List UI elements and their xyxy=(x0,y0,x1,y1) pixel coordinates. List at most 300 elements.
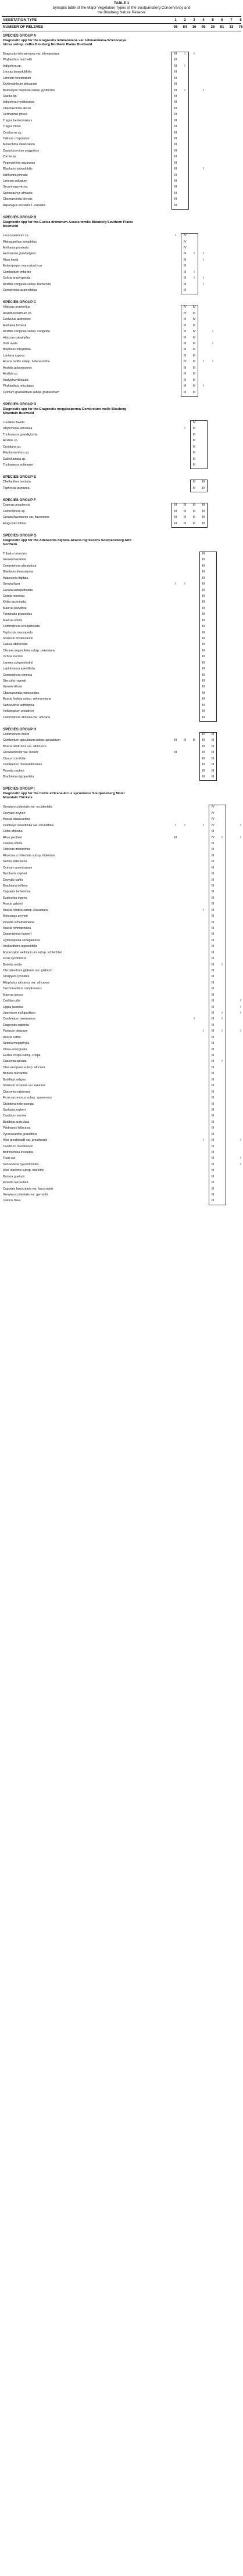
diagnostic-species-heading: Diagnostic spp for the Euclea divinorum-Acacia tortilis Blouberg Southern Plains Bushveld xyxy=(3,221,133,229)
species-group-title: SPECIES GROUP E xyxy=(3,475,36,480)
fidelity-value: III xyxy=(183,738,187,743)
fidelity-value: I xyxy=(184,582,185,586)
fidelity-value: III xyxy=(211,738,215,743)
fidelity-value: III xyxy=(183,252,187,256)
fidelity-value: III xyxy=(202,588,205,592)
fidelity-value: III xyxy=(202,697,205,701)
species-name: Tephrosia macropoda xyxy=(3,631,33,635)
diagnostic-block-outline xyxy=(209,805,226,1205)
fidelity-value: III xyxy=(192,372,196,376)
species-name: Grewia hexamita xyxy=(3,558,26,562)
fidelity-value: III xyxy=(211,1169,215,1173)
fidelity-value: III xyxy=(211,1144,215,1148)
species-name: Cassia abbreviata xyxy=(3,643,28,647)
fidelity-value: III xyxy=(211,920,215,924)
fidelity-value: III xyxy=(211,1060,215,1064)
diagnostic-species-heading: Diagnostic spp for the Eragrostis megalosperma-Combretum molle Blouberg Mountain Bushveld xyxy=(3,407,127,415)
vegetation-type-number: 4 xyxy=(202,18,205,22)
fidelity-value: III xyxy=(211,957,215,961)
species-name: Schkuhria pinnata xyxy=(3,173,28,177)
fidelity-value: III xyxy=(192,445,196,449)
species-group-title: SPECIES GROUP I xyxy=(3,787,35,791)
species-name: Canthium mundianum xyxy=(3,1144,33,1148)
fidelity-value: I xyxy=(203,908,204,912)
species-name: Pyrenacantha grandiflora xyxy=(3,1132,38,1136)
species-name: Solanum incanum var. ranatum xyxy=(3,1084,46,1088)
species-name: Tragus minor xyxy=(3,125,22,129)
fidelity-value: III xyxy=(174,76,177,80)
fidelity-value: IV xyxy=(192,318,196,322)
species-name: Combretum apiculatum subsp. apiculatum xyxy=(3,738,60,743)
species-name: Heliotropium steudneri xyxy=(3,709,34,714)
fidelity-value: III xyxy=(183,372,187,376)
species-group-title: SPECIES GROUP F xyxy=(3,498,36,503)
fidelity-value: III xyxy=(211,927,215,931)
species-name: Ochna brachypetala xyxy=(3,276,31,280)
fidelity-value: III xyxy=(211,775,215,779)
fidelity-value: III xyxy=(202,756,205,761)
releve-count: 51 xyxy=(220,25,224,29)
species-name: Evolvulus alsinoides xyxy=(3,318,31,322)
species-name: Acacia tortilis subsp. heteracantha xyxy=(3,360,50,364)
species-name: Commiphora mollis xyxy=(3,732,30,736)
fidelity-value: I xyxy=(184,64,185,68)
fidelity-value: III xyxy=(192,323,196,327)
fidelity-value: III xyxy=(202,631,205,635)
species-name: Cordia monoica xyxy=(3,594,25,598)
species-name: Brachiaria nigropedata xyxy=(3,775,34,779)
fidelity-value: III xyxy=(202,558,205,562)
species-name: Leucospermum sp. xyxy=(3,234,30,238)
species-name: Solanum lichtensteinii xyxy=(3,636,33,640)
fidelity-value: III xyxy=(211,1108,215,1112)
fidelity-value: III xyxy=(202,703,205,707)
fidelity-value: I xyxy=(240,1029,241,1033)
species-name: Tarchonanthus camphoratus xyxy=(3,987,42,991)
fidelity-value: III xyxy=(211,1011,215,1015)
species-name: Ficus sycomorus subsp. sycomorus xyxy=(3,1096,52,1100)
species-name: Grewia subspathulata xyxy=(3,588,33,592)
species-name: Pavetta lanceolata xyxy=(3,1181,28,1185)
fidelity-value: III xyxy=(202,600,205,604)
fidelity-value: I xyxy=(203,360,204,364)
species-name: Setaria megaphylla xyxy=(3,1042,30,1046)
species-name: Grewia flava xyxy=(3,582,20,586)
fidelity-value: I xyxy=(221,1060,223,1064)
species-name: Mystroxylon aethiopicum subsp. schlechteri xyxy=(3,950,63,954)
fidelity-value: I xyxy=(221,1011,223,1015)
species-name: Acacia ataxacantha xyxy=(3,817,30,822)
vegetation-type-number: 3 xyxy=(193,18,195,22)
fidelity-value: III xyxy=(211,751,215,755)
fidelity-value: III xyxy=(183,282,187,286)
species-name: Aristida adscensionis xyxy=(3,366,32,370)
fidelity-value: III xyxy=(211,769,215,773)
species-name: Gymnosporia senegalensis xyxy=(3,938,40,942)
fidelity-value: III xyxy=(183,503,187,507)
fidelity-value: III xyxy=(211,763,215,767)
species-name: Cheilanthes involuta xyxy=(3,480,31,484)
fidelity-value: III xyxy=(202,480,205,484)
fidelity-value: III xyxy=(192,457,196,461)
fidelity-value: III xyxy=(192,516,196,520)
species-name: Pavetta schumanniana xyxy=(3,920,34,924)
species-name: Commiphora tenuipetiolata xyxy=(3,625,40,629)
fidelity-value: III xyxy=(183,348,187,352)
species-name: Capparis tomentosa xyxy=(3,890,31,894)
fidelity-value: I xyxy=(203,276,204,280)
fidelity-value: III xyxy=(211,842,215,845)
species-name: Dombeya rotundifolia var. rotundifolia xyxy=(3,823,54,827)
fidelity-value: III xyxy=(174,106,177,110)
fidelity-value: III xyxy=(174,167,177,171)
fidelity-value: III xyxy=(202,769,205,773)
species-name: Dicliptera heterostegia xyxy=(3,1102,34,1106)
fidelity-value: III xyxy=(174,835,177,840)
species-group-title: SPECIES GROUP A xyxy=(3,34,37,38)
species-name: Dalechampia sp. xyxy=(3,457,26,461)
fidelity-value: I xyxy=(175,582,176,586)
fidelity-value: III xyxy=(183,390,187,394)
species-name: Eragrostis lehmanniana var. lehmanniana xyxy=(3,52,60,56)
species-name: Elephantorrhiza sp. xyxy=(3,451,30,455)
fidelity-value: III xyxy=(202,582,205,586)
fidelity-value: III xyxy=(202,576,205,580)
species-name: Eragrostis trifolia xyxy=(3,521,26,525)
species-name: Bridelia mollis xyxy=(3,963,22,967)
fidelity-value: III xyxy=(202,552,205,556)
species-name: Indigofera sp. xyxy=(3,64,22,68)
fidelity-value: III xyxy=(211,1150,215,1154)
fidelity-value: I xyxy=(203,823,204,827)
species-name: Euphorbia ingens xyxy=(3,896,27,900)
species-name: Bothriochloa insculpta xyxy=(3,1150,33,1154)
fidelity-value: III xyxy=(174,88,177,92)
fidelity-value: III xyxy=(202,636,205,640)
species-name: Boscia albitrunca var. albitrunca xyxy=(3,744,47,748)
fidelity-value: III xyxy=(174,155,177,159)
releve-count: 95 xyxy=(201,25,206,29)
species-name: Hibiscus praeteritus xyxy=(3,305,30,309)
species-name: Buddleja auriculata xyxy=(3,1120,30,1124)
fidelity-value: III xyxy=(211,1120,215,1124)
fidelity-value: III xyxy=(174,516,177,520)
species-name: Euclea crispa subsp. crispa xyxy=(3,1054,41,1058)
species-name: Ocimum americanum xyxy=(3,866,33,870)
fidelity-value: III xyxy=(174,118,177,123)
fidelity-value: III xyxy=(183,509,187,513)
fidelity-value: III xyxy=(192,509,196,513)
species-name: Loudetia flavida xyxy=(3,420,25,424)
fidelity-value: III xyxy=(211,950,215,954)
species-name: Trichoneura schimperi xyxy=(3,463,34,467)
fidelity-value: III xyxy=(183,264,187,268)
species-name: Panicum deustum xyxy=(3,1029,28,1033)
fidelity-value: III xyxy=(211,884,215,888)
species-name: Blepharis diversispina xyxy=(3,570,33,574)
fidelity-value: III xyxy=(192,311,196,315)
species-name: Combretum mossambicense xyxy=(3,763,42,767)
fidelity-value: III xyxy=(202,661,205,665)
species-name: Blepharis subvolubilis xyxy=(3,167,33,171)
fidelity-value: III xyxy=(192,360,196,364)
fidelity-value: III xyxy=(211,878,215,882)
fidelity-value: III xyxy=(174,100,177,105)
fidelity-value: III xyxy=(211,975,215,979)
species-name: Indigofera rhytidocarpa xyxy=(3,100,35,105)
fidelity-value: IV xyxy=(183,305,187,309)
fidelity-value: III xyxy=(202,606,205,610)
fidelity-value: III xyxy=(211,1114,215,1118)
fidelity-value: III xyxy=(211,1090,215,1094)
species-name: Cyperus angolensis xyxy=(3,503,30,507)
fidelity-value: III xyxy=(174,58,177,62)
fidelity-value: I xyxy=(240,1157,241,1161)
table-number: TABLE 1 xyxy=(113,1,130,5)
fidelity-value: IV xyxy=(183,240,187,244)
fidelity-value: III xyxy=(202,738,205,743)
fidelity-value: III xyxy=(211,969,215,973)
vegetation-type-number: 8 xyxy=(240,18,242,22)
fidelity-value: III xyxy=(192,342,196,346)
fidelity-value: III xyxy=(211,1162,215,1166)
number-of-releves-label: NUMBER OF RELEVES xyxy=(3,25,44,29)
species-name: Bartera gueinzii xyxy=(3,1174,24,1179)
vegetation-type-number: 2 xyxy=(184,18,186,22)
fidelity-value: III xyxy=(211,902,215,906)
fidelity-value: III xyxy=(183,342,187,346)
species-name: Allophylus africanus var. africanus xyxy=(3,981,50,985)
fidelity-value: III xyxy=(211,1187,215,1191)
species-name: Cussonia spicata xyxy=(3,1060,27,1064)
species-name: Acacia galpinii xyxy=(3,902,23,906)
species-name: Commiphora viminea xyxy=(3,673,33,677)
fidelity-value: I xyxy=(212,360,213,364)
fidelity-value: III xyxy=(211,1035,215,1039)
fidelity-value: III xyxy=(202,625,205,629)
fidelity-value: III xyxy=(174,503,177,507)
fidelity-value: III xyxy=(211,830,215,834)
fidelity-value: III xyxy=(211,1096,215,1100)
fidelity-value: III xyxy=(211,914,215,918)
fidelity-value: I xyxy=(221,963,223,967)
header-top-rule xyxy=(2,16,241,17)
vegetation-type-number: 7 xyxy=(230,18,233,22)
fidelity-value: III xyxy=(183,366,187,370)
fidelity-value: III xyxy=(183,521,187,525)
fidelity-value: IV xyxy=(202,486,205,490)
fidelity-value: III xyxy=(174,143,177,147)
fidelity-value: III xyxy=(202,643,205,647)
fidelity-value: III xyxy=(174,521,177,525)
fidelity-value: III xyxy=(211,1078,215,1082)
fidelity-value: III xyxy=(202,655,205,659)
diagnostic-species-heading: Diagnostic spp for the Celtis africana-Ficus sycomorus Soutpansberg Moist Mountain Thickets xyxy=(3,792,125,800)
species-name: Coddia rudis xyxy=(3,999,20,1003)
vegetation-type-number: 6 xyxy=(221,18,223,22)
fidelity-value: I xyxy=(240,1011,241,1015)
species-name: Sansevieria hyacinthoides xyxy=(3,1162,39,1166)
fidelity-value: I xyxy=(203,88,204,92)
releve-count: 98 xyxy=(173,25,178,29)
species-name: Trichoneura grandiglumis xyxy=(3,433,38,437)
species-name: Erythrophleum africanum xyxy=(3,82,38,87)
releve-count: 26 xyxy=(210,25,215,29)
fidelity-value: III xyxy=(211,993,215,997)
species-name: Justicia flava xyxy=(3,1199,21,1203)
fidelity-value: IV xyxy=(211,817,215,822)
fidelity-value: I xyxy=(194,270,195,274)
fidelity-value: I xyxy=(221,835,223,840)
fidelity-value: III xyxy=(174,82,177,87)
species-name: Lippia javanica xyxy=(3,1005,24,1009)
species-name: Sansevieria aethiopica xyxy=(3,703,34,707)
vegetation-type-number: 1 xyxy=(174,18,177,22)
fidelity-value: III xyxy=(211,1199,215,1203)
species-name: Cussonia natalensis xyxy=(3,1090,31,1094)
species-name: Chamaecrista mimosoides xyxy=(3,691,40,695)
species-name: Securinega virosa xyxy=(3,185,28,189)
fidelity-value: I xyxy=(221,1017,223,1021)
fidelity-value: III xyxy=(202,521,205,525)
species-name: Dovyalis zeyheri xyxy=(3,811,26,815)
species-name: Commiphora sp. xyxy=(3,509,26,513)
fidelity-value: IV xyxy=(183,246,187,250)
fidelity-value: III xyxy=(192,439,196,443)
species-name: Pogonarthria squarrosa xyxy=(3,161,35,165)
fidelity-value: IV xyxy=(211,823,215,827)
fidelity-value: III xyxy=(211,1005,215,1009)
fidelity-value: III xyxy=(211,1017,215,1021)
fidelity-value: III xyxy=(192,427,196,431)
species-name: Sida ovata xyxy=(3,342,18,346)
species-group-title: SPECIES GROUP H xyxy=(3,727,37,732)
species-name: Maerua edulis xyxy=(3,618,23,622)
species-name: Hibiscus calyphyllus xyxy=(3,336,31,340)
fidelity-value: I xyxy=(240,835,241,840)
fidelity-value: III xyxy=(211,1181,215,1185)
fidelity-value: I xyxy=(184,823,185,827)
species-name: Zornia sp. xyxy=(3,155,17,159)
species-name: Lannea schweinfurthii xyxy=(3,661,33,665)
fidelity-value: III xyxy=(174,191,177,195)
fidelity-value: III xyxy=(211,1029,215,1033)
diagnostic-species-heading: Diagnostic spp for the Eragrostis lehmanniana var. lehmanniana-Sclerocarya birrea subsp. caffra Blouberg Northern Plains Bushveld xyxy=(3,39,126,46)
species-name: Tribulus terrestris xyxy=(3,552,27,556)
fidelity-value: III xyxy=(192,521,196,525)
species-name: Chamaecrista biensis xyxy=(3,197,33,201)
table-caption-line-2: the Blouberg Nature Reserve xyxy=(97,10,146,15)
species-name: Clerodendrum glabrum var. glabrum xyxy=(3,969,52,973)
species-name: Maerua parvifolia xyxy=(3,606,27,610)
species-name: Limeum fenestratum xyxy=(3,76,31,80)
species-name: Coriochorus asplenifolius xyxy=(3,289,38,293)
fidelity-value: III xyxy=(211,1072,215,1076)
species-name: Phyllanthus reticulatus xyxy=(3,384,34,388)
fidelity-value: III xyxy=(211,1192,215,1197)
species-name: Pavetta zeyheri xyxy=(3,769,24,773)
fidelity-value: III xyxy=(174,509,177,513)
fidelity-value: III xyxy=(202,691,205,695)
fidelity-value: III xyxy=(202,594,205,598)
fidelity-value: III xyxy=(174,70,177,74)
species-name: Combretum hereroense xyxy=(3,1017,35,1021)
fidelity-value: I xyxy=(203,384,204,388)
fidelity-value: III xyxy=(202,667,205,671)
fidelity-value: I xyxy=(203,252,204,256)
fidelity-value: I xyxy=(184,427,185,431)
fidelity-value: IV xyxy=(202,732,205,736)
fidelity-value: III xyxy=(211,848,215,852)
fidelity-value: III xyxy=(192,738,196,743)
fidelity-value: III xyxy=(174,185,177,189)
species-name: Hibiscus micranthus xyxy=(3,848,31,852)
species-name: Mimusops zeyheri xyxy=(3,914,28,918)
species-name: Olinia emarginata xyxy=(3,1047,27,1051)
fidelity-value: III xyxy=(192,463,196,467)
fidelity-value: I xyxy=(240,999,241,1003)
species-name: Aristida sp. xyxy=(3,372,19,376)
fidelity-value: III xyxy=(174,173,177,177)
fidelity-value: III xyxy=(211,896,215,900)
species-name: Buddleja saligna xyxy=(3,1078,26,1082)
fidelity-value: III xyxy=(211,1023,215,1027)
species-name: Commiphora harveyi xyxy=(3,932,31,936)
species-name: Commiphora glandulosa xyxy=(3,564,37,568)
fidelity-value: I xyxy=(203,1139,204,1143)
fidelity-value: III xyxy=(202,709,205,714)
species-name: Scolopia zeyheri xyxy=(3,1108,26,1112)
species-name: Chamaecrista absus xyxy=(3,106,31,110)
species-name: Jasminum multipartitum xyxy=(3,1011,35,1015)
fidelity-value: III xyxy=(202,503,205,507)
fidelity-value: III xyxy=(202,648,205,653)
species-name: Combretum imberbe xyxy=(3,270,31,274)
fidelity-value: I xyxy=(175,823,176,827)
fidelity-value: III xyxy=(202,685,205,689)
species-name: Rhinacanthus xerophilus xyxy=(3,240,37,244)
fidelity-value: III xyxy=(211,1126,215,1130)
species-name: Phyllanthus burchellii xyxy=(3,58,32,62)
fidelity-value: III xyxy=(174,179,177,183)
fidelity-value: I xyxy=(194,252,195,256)
fidelity-value: III xyxy=(211,860,215,864)
fidelity-value: III xyxy=(211,1139,215,1143)
releve-count: 16 xyxy=(192,25,196,29)
fidelity-value: III xyxy=(192,354,196,358)
species-name: Maerua juncea xyxy=(3,993,24,997)
species-name: Eragrostis superba xyxy=(3,1023,29,1027)
fidelity-value: III xyxy=(192,348,196,352)
fidelity-value: III xyxy=(183,318,187,322)
species-name: Aloe greatheadii var. greatheadii xyxy=(3,1139,47,1143)
fidelity-value: IV xyxy=(211,811,215,815)
species-name: Limeum sulcatum xyxy=(3,179,27,183)
species-name: Talinum crispatulum xyxy=(3,137,30,141)
fidelity-value: III xyxy=(211,1102,215,1106)
species-name: Ocimum gratissimum subsp. gratissimum xyxy=(3,390,59,394)
species-group-title: SPECIES GROUP D xyxy=(3,402,37,406)
species-group-title: SPECIES GROUP C xyxy=(3,300,37,305)
fidelity-value: IV xyxy=(192,420,196,424)
fidelity-value: I xyxy=(212,330,213,334)
fidelity-value: I xyxy=(240,1139,241,1143)
species-name: Enteropogon macrostachyus xyxy=(3,264,42,268)
fidelity-value: I xyxy=(184,88,185,92)
fidelity-value: III xyxy=(202,775,205,779)
table-caption-line-1: Synoptic table of the Major Vegetation Types of the Soutpansberg Conservancy and xyxy=(52,6,191,10)
header-mid-rule xyxy=(2,23,241,24)
